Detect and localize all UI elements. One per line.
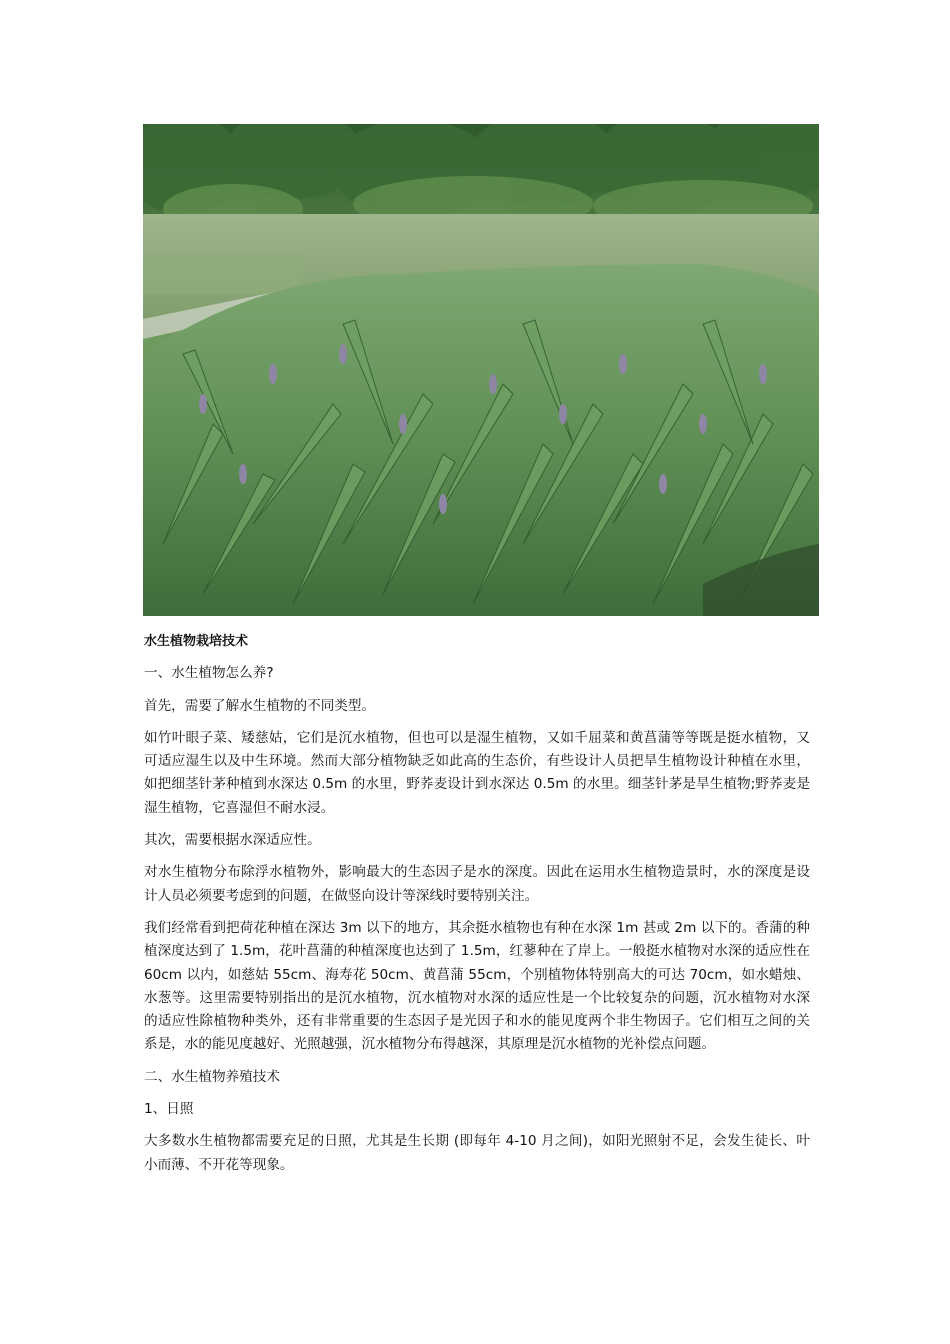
paragraph: 其次，需要根据水深适应性。 [144, 832, 321, 849]
document-title: 水生植物栽培技术 [144, 634, 249, 649]
section-heading-2: 二、水生植物养殖技术 [144, 1068, 280, 1085]
paragraph: 大多数水生植物都需要充足的日照，尤其是生长期 (即每年 4-10 月之间)，如阳光照射不足，会发生徒长、叶小而薄、不开花等现象。 [144, 1133, 810, 1173]
paragraph: 首先，需要了解水生植物的不同类型。 [144, 697, 376, 714]
subsection-heading: 1、日照 [144, 1101, 194, 1118]
paragraph: 对水生植物分布除浮水植物外，影响最大的生态因子是水的深度。因此在运用水生植物造景时，水的深度是设计人员必须要考虑到的问题，在做竖向设计等深线时要特别关注。 [144, 864, 810, 904]
paragraph: 我们经常看到把荷花种植在深达 3m 以下的地方，其余挺水植物也有种在水深 1m 甚或 2m 以下的。香蒲的种植深度达到了 1.5m，花叶菖蒲的种植深度也达到了 1.5m，红蓼种在了岸上。一般挺水植物对水深的适应性在 60cm 以内，如慈姑 55cm、海寿花 50cm、黄菖蒲 55cm，个别植物体特别高大的可达 70cm，如水蜡烛、水葱等。这里需要特别指出的是沉水植物，沉水植物对水深的适应性是一个比较复杂的问题，沉水植物对水深的适应性除植物种类外，还有非常重要的生态因子是光因子和水的能见度两个非生物因子。它们相互之间的关系是，水的能见度越好、光照越强，沉水植物分布得越深，其原理是沉水植物的光补偿点问题。 [144, 919, 810, 1053]
paragraph: 如竹叶眼子菜、矮慈姑，它们是沉水植物，但也可以是湿生植物，又如千屈菜和黄菖蒲等等既是挺水植物，又可适应湿生以及中生环境。然而大部分植物缺乏如此高的生态价，有些设计人员把旱生植物设计种植在水里，如把细茎针茅种植到水深达 0.5m 的水里，野荞麦设计到水深达 0.5m 的水里。细茎针茅是旱生植物;野荞麦是湿生植物，它喜湿但不耐水浸。 [144, 729, 810, 816]
aquatic-plants-photo [143, 124, 819, 616]
document-body [144, 630, 810, 1186]
aquatic-plants-illustration [143, 124, 819, 616]
section-heading-1: 一、水生植物怎么养? [144, 665, 274, 682]
